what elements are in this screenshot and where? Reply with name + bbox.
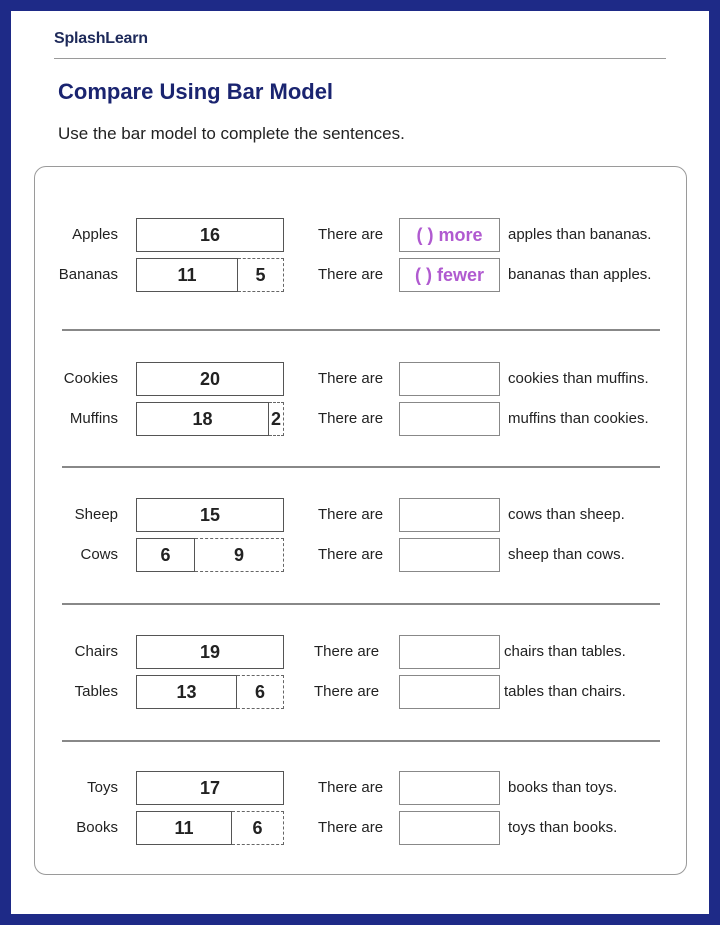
top-bar: 17 <box>136 771 284 805</box>
sentence-suffix: tables than chairs. <box>504 683 626 700</box>
bottom-bar: 6 <box>136 538 195 572</box>
bottom-bar: 13 <box>136 675 237 709</box>
bottom-bar: 11 <box>136 258 238 292</box>
exercise-section <box>35 218 686 308</box>
answer-box[interactable] <box>399 635 500 669</box>
bottom-bar: 18 <box>136 402 269 436</box>
sentence-prefix: There are <box>318 506 384 523</box>
sentence-suffix: cows than sheep. <box>508 506 625 523</box>
sentence-suffix: toys than books. <box>508 819 618 836</box>
answer-box[interactable]: ( ) more <box>399 218 500 252</box>
sentence-suffix: bananas than apples. <box>508 266 652 283</box>
section-divider <box>62 603 660 605</box>
section-divider <box>62 329 660 331</box>
section-divider <box>62 740 660 742</box>
top-row <box>35 218 686 252</box>
sentence-prefix: There are <box>314 643 380 660</box>
bottom-bar: 11 <box>136 811 232 845</box>
answer-box[interactable] <box>399 362 500 396</box>
sentence-prefix: There are <box>318 226 384 243</box>
exercise-section <box>35 498 686 588</box>
bottom-label: Cows <box>80 546 118 563</box>
top-label: Toys <box>87 779 118 796</box>
sentence-suffix: cookies than muffins. <box>508 370 649 387</box>
top-bar: 19 <box>136 635 284 669</box>
difference-bar: 2 <box>269 402 284 436</box>
bottom-label: Muffins <box>69 410 118 427</box>
top-row <box>35 498 686 532</box>
bottom-row <box>35 811 686 845</box>
sentence-prefix: There are <box>318 819 384 836</box>
bottom-label: Tables <box>74 683 118 700</box>
exercise-section <box>35 362 686 452</box>
sentence-prefix: There are <box>318 266 384 283</box>
top-label: Apples <box>72 226 118 243</box>
exercise-section <box>35 771 686 861</box>
top-bar: 16 <box>136 218 284 252</box>
difference-bar: 6 <box>237 675 284 709</box>
top-label: Sheep <box>74 506 118 523</box>
instructions: Use the bar model to complete the sentences. <box>58 124 405 143</box>
header-rule <box>54 58 666 59</box>
top-bar: 20 <box>136 362 284 396</box>
sentence-prefix: There are <box>318 546 384 563</box>
bottom-label: Books <box>76 819 118 836</box>
sentence-prefix: There are <box>314 683 380 700</box>
top-row <box>35 362 686 396</box>
answer-box[interactable] <box>399 538 500 572</box>
top-row <box>35 635 686 669</box>
brand-logo: SplashLearn <box>54 30 148 47</box>
bottom-row <box>35 675 686 709</box>
sentence-prefix: There are <box>318 410 384 427</box>
top-label: Chairs <box>74 643 118 660</box>
exercise-section <box>35 635 686 725</box>
bottom-row <box>35 538 686 572</box>
top-row <box>35 771 686 805</box>
top-label: Cookies <box>63 370 118 387</box>
worksheet-page <box>11 11 709 914</box>
sentence-suffix: apples than bananas. <box>508 226 652 243</box>
sentence-suffix: sheep than cows. <box>508 546 625 563</box>
bottom-row <box>35 258 686 292</box>
difference-bar: 9 <box>195 538 284 572</box>
difference-bar: 6 <box>232 811 284 845</box>
answer-box[interactable] <box>399 771 500 805</box>
answer-box[interactable] <box>399 402 500 436</box>
answer-box[interactable] <box>399 811 500 845</box>
worksheet-title: Compare Using Bar Model <box>58 79 334 104</box>
sentence-prefix: There are <box>318 370 384 387</box>
sentence-suffix: books than toys. <box>508 779 618 796</box>
section-divider <box>62 466 660 468</box>
exercise-panel <box>34 166 687 875</box>
difference-bar: 5 <box>238 258 284 292</box>
sentence-suffix: muffins than cookies. <box>508 410 649 427</box>
answer-box[interactable] <box>399 675 500 709</box>
sentence-suffix: chairs than tables. <box>504 643 626 660</box>
bottom-label: Bananas <box>58 266 118 283</box>
top-bar: 15 <box>136 498 284 532</box>
bottom-row <box>35 402 686 436</box>
sentence-prefix: There are <box>318 779 384 796</box>
answer-box[interactable]: ( ) fewer <box>399 258 500 292</box>
answer-box[interactable] <box>399 498 500 532</box>
